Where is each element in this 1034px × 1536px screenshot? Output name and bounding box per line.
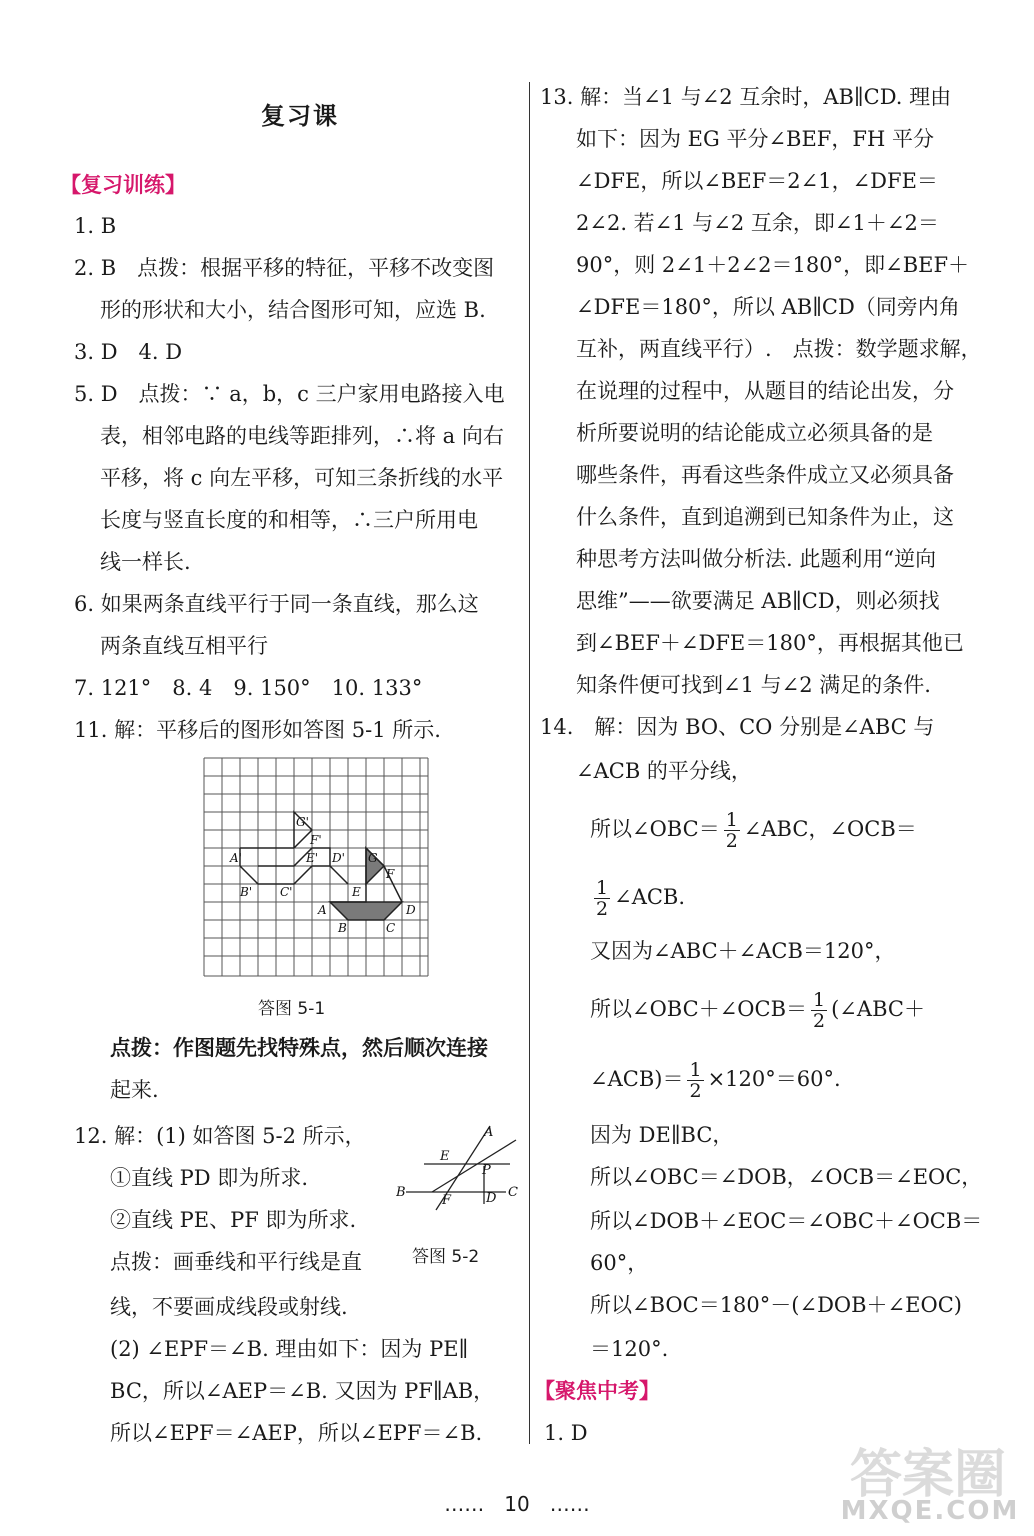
q14-text: ∠ACB.: [614, 885, 686, 909]
fig1-label: E: [352, 885, 361, 899]
q13-line: ∠DFE，所以∠BEF＝2∠1，∠DFE＝: [576, 169, 938, 193]
fig2-label: A: [484, 1125, 494, 1140]
q13-line: ∠DFE＝180°，所以 AB∥CD（同旁内角: [576, 295, 960, 319]
fig1-label: G': [296, 815, 309, 829]
q14-line: 14. 解：因为 BO、CO 分别是∠ABC 与: [540, 715, 935, 739]
frac-num: 1: [725, 809, 738, 831]
fig1-label: F': [310, 833, 322, 847]
fig2-label: P: [482, 1163, 491, 1178]
answer-line: 表，相邻电路的电线等距排列，∴将 a 向右: [100, 424, 504, 448]
fig1-label: B': [240, 885, 253, 899]
q14-line: 因为 DE∥BC，: [590, 1123, 734, 1147]
q13-line: 思维”——欲要满足 AB∥CD，则必须找: [576, 589, 940, 613]
answer-line: 7. 121° 8. 4 9. 150° 10. 133°: [74, 676, 423, 700]
fig2-label: F: [442, 1193, 452, 1208]
fraction-half: [594, 878, 610, 919]
q14-line: 所以∠BOC＝180°－(∠DOB＋∠EOC): [590, 1293, 962, 1317]
answer-line: 1. D: [544, 1421, 588, 1445]
fig2-label: B: [396, 1185, 406, 1200]
watermark-url: MXQE.COM: [840, 1496, 1020, 1526]
answer-line: 11. 解：平移后的图形如答图 5-1 所示.: [74, 718, 441, 742]
q14-line: [590, 878, 685, 919]
shaded-trapezoid: [330, 902, 402, 920]
answer-line: 3. D 4. D: [74, 340, 183, 364]
q14-line: [590, 990, 925, 1031]
q13-line: 在说理的过程中，从题目的结论出发，分: [576, 379, 954, 403]
page-number: …… 10 ……: [444, 1492, 590, 1516]
q13-line: 种思考方法叫做分析法. 此题利用“逆向: [576, 547, 937, 571]
section-focus-exam: 【聚焦中考】: [534, 1379, 660, 1403]
fig1-label: A: [318, 903, 327, 917]
frac-den: 2: [725, 830, 738, 852]
frac-num: 1: [813, 989, 826, 1011]
fig1-label: C: [386, 921, 396, 935]
q14-line: 所以∠DOB＋∠EOC＝∠OBC＋∠OCB＝: [590, 1209, 983, 1233]
q13-line: 什么条件，直到追溯到已知条件为止，这: [576, 505, 954, 529]
fig1-label: B: [338, 921, 347, 935]
q14-line: 又因为∠ABC＋∠ACB＝120°，: [590, 939, 896, 963]
frac-den: 2: [596, 898, 609, 920]
q12-line: ①直线 PD 即为所求.: [110, 1166, 308, 1190]
fig1-label: F: [386, 867, 395, 881]
q14-line: 所以∠OBC＝∠DOB，∠OCB＝∠EOC，: [590, 1165, 983, 1189]
q13-line: 知条件便可找到∠1 与∠2 满足的条件.: [576, 673, 931, 697]
q14-text: (∠ABC＋: [831, 997, 925, 1021]
fraction-half: [687, 1060, 703, 1101]
figure-5-2: [396, 1122, 526, 1216]
q14-line: ＝120°.: [590, 1337, 669, 1361]
q13-line: 析所要说明的结论能成立必须具备的是: [576, 421, 933, 445]
frac-num: 1: [596, 877, 609, 899]
q14-line: 60°，: [590, 1251, 649, 1275]
q14-text: ∠ABC，∠OCB＝: [743, 817, 917, 841]
q14-line: [590, 1060, 841, 1101]
frac-den: 2: [689, 1080, 702, 1102]
q14-text: 所以∠OBC＋∠OCB＝: [590, 997, 808, 1021]
answer-line: 平移，将 c 向左平移，可知三条折线的水平: [100, 466, 504, 490]
figure-5-2-caption: 答图 5-2: [412, 1247, 480, 1267]
q13-line: 90°，则 2∠1＋2∠2＝180°，即∠BEF＋: [576, 253, 970, 277]
q13-line: 互补，两直线平行）. 点拨：数学题求解，: [576, 337, 982, 361]
fig2-label: D: [486, 1191, 497, 1206]
q13-line: 如下：因为 EG 平分∠BEF，FH 平分: [576, 127, 934, 151]
answer-line: 长度与竖直长度的和相等，∴三户所用电: [100, 508, 478, 532]
fig1-label: D: [406, 903, 416, 917]
answer-line: 2. B 点拨：根据平移的特征，平移不改变图: [74, 256, 495, 280]
fraction-half: [724, 810, 740, 851]
q12-line: BC，所以∠AEP＝∠B. 又因为 PF∥AB，: [110, 1379, 495, 1403]
answer-line: 线一样长.: [100, 550, 191, 574]
answer-line: 两条直线互相平行: [100, 634, 268, 658]
q12-line: (2) ∠EPF＝∠B. 理由如下：因为 PE∥: [110, 1337, 469, 1361]
answer-line: 形的形状和大小，结合图形可知，应选 B.: [100, 298, 486, 322]
answer-line: 1. B: [74, 214, 117, 238]
q14-line: ∠ACB 的平分线，: [576, 759, 752, 783]
q12-line: 所以∠EPF＝∠AEP，所以∠EPF＝∠B.: [110, 1421, 483, 1445]
fig2-label: E: [440, 1149, 450, 1164]
fig1-label: G: [368, 851, 378, 865]
q13-line: 2∠2. 若∠1 与∠2 互余，即∠1＋∠2＝: [576, 211, 939, 235]
page-title: 复习课: [261, 101, 339, 130]
frac-den: 2: [813, 1010, 826, 1032]
fig2-label: C: [508, 1185, 518, 1200]
column-divider: [529, 82, 530, 1444]
answer-line: 6. 如果两条直线平行于同一条直线，那么这: [74, 592, 479, 616]
q14-text: ∠ACB)＝: [590, 1067, 684, 1091]
q13-line: 到∠BEF＋∠DFE＝180°，再根据其他已: [576, 631, 964, 655]
frac-num: 1: [689, 1059, 702, 1081]
q13-line: 13. 解：当∠1 与∠2 互余时，AB∥CD. 理由: [540, 85, 952, 109]
figure-5-1-grid: [202, 756, 430, 978]
q14-text: 所以∠OBC＝: [590, 817, 720, 841]
hint-line: 起来.: [110, 1078, 159, 1102]
q14-line: [590, 810, 917, 851]
fig1-label: E': [306, 851, 319, 865]
figure-5-1-caption: 答图 5-1: [258, 999, 326, 1019]
answer-line: 5. D 点拨：∵ a，b，c 三户家用电路接入电: [74, 382, 505, 406]
fig1-label: A': [230, 851, 242, 865]
q12-line: 线，不要画成线段或射线.: [110, 1295, 348, 1319]
q14-text: ×120°＝60°.: [707, 1067, 841, 1091]
fig1-label: C': [280, 885, 293, 899]
q13-line: 哪些条件，再看这些条件成立又必须具备: [576, 463, 954, 487]
section-review-training: 【复习训练】: [60, 173, 186, 197]
hint-line: 点拨：作图题先找特殊点，然后顺次连接: [110, 1035, 488, 1060]
watermark-logo: 答案圈: [850, 1445, 1007, 1505]
watermark: [830, 1432, 1030, 1532]
q12-line: 点拨：画垂线和平行线是直: [110, 1250, 362, 1274]
q12-line: 12. 解：(1) 如答图 5-2 所示，: [74, 1124, 366, 1148]
q12-line: ②直线 PE、PF 即为所求.: [110, 1208, 357, 1232]
fig1-label: D': [332, 851, 345, 865]
fraction-half: [811, 990, 827, 1031]
